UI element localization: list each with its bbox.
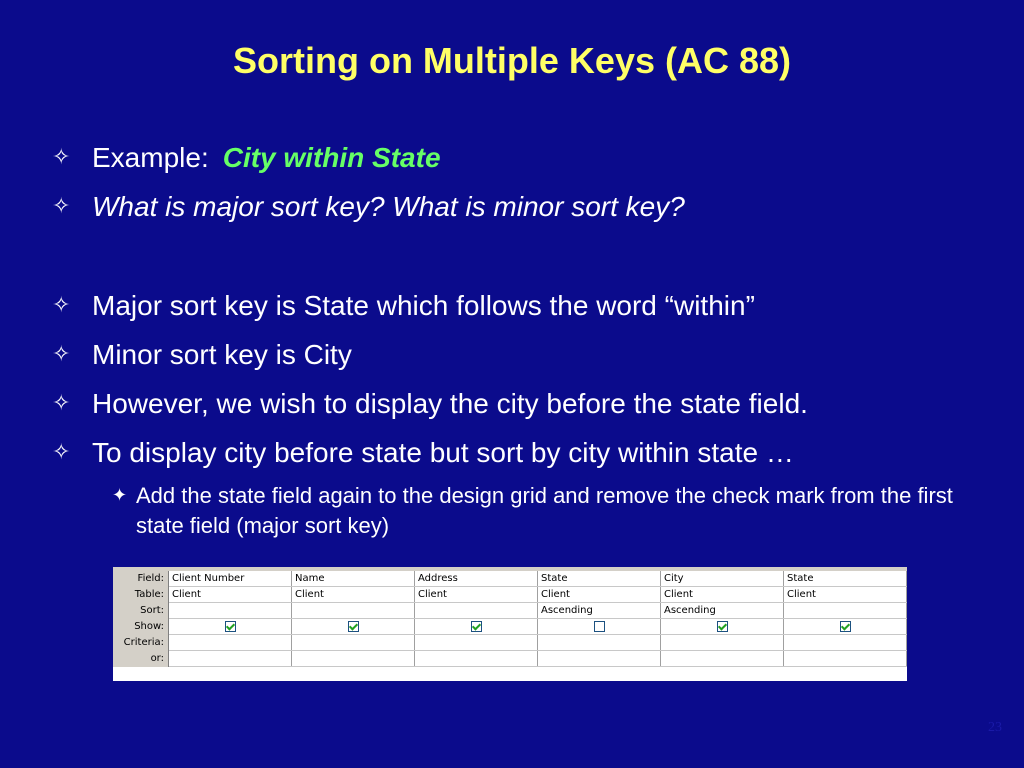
show-cell (292, 619, 415, 635)
field-cell[interactable]: Client Number (169, 571, 292, 587)
star-bullet-icon: ✧ (52, 342, 71, 367)
or-cell[interactable] (415, 651, 538, 667)
sort-cell[interactable] (784, 603, 907, 619)
or-cell[interactable] (784, 651, 907, 667)
criteria-cell[interactable] (538, 635, 661, 651)
row-label-sort: Sort: (113, 603, 169, 619)
grid-row-field (113, 571, 907, 587)
grid-row-table (113, 587, 907, 603)
bullet-display-order-text: However, we wish to display the city before the state field. (92, 388, 808, 419)
field-cell[interactable]: City (661, 571, 784, 587)
row-label-field: Field: (113, 571, 169, 587)
grid-row-criteria (113, 635, 907, 651)
grid-row-or (113, 651, 907, 667)
row-label-table: Table: (113, 587, 169, 603)
bullet-question-text: What is major sort key? What is minor sort key? (92, 191, 685, 222)
show-cell (784, 619, 907, 635)
bullet-major-key-text: Major sort key is State which follows the word “within” (92, 290, 755, 321)
bullet-example (52, 133, 1002, 182)
bullet-to-display (52, 428, 1002, 477)
field-cell[interactable]: State (538, 571, 661, 587)
bullet-major-key (52, 281, 1002, 330)
or-cell[interactable] (538, 651, 661, 667)
sub-bullet-add-state-text: Add the state field again to the design grid and remove the check mark from the first state field (major sort key) (136, 483, 953, 538)
row-label-show: Show: (113, 619, 169, 635)
star-bullet-icon: ✧ (52, 391, 71, 416)
page-number: 23 (988, 720, 1002, 735)
or-cell[interactable] (292, 651, 415, 667)
star-bullet-icon: ✧ (52, 145, 71, 170)
sort-cell[interactable]: Ascending (538, 603, 661, 619)
criteria-cell[interactable] (661, 635, 784, 651)
show-checkbox[interactable] (594, 621, 605, 632)
grid-row-sort (113, 603, 907, 619)
field-cell[interactable]: Name (292, 571, 415, 587)
show-checkbox[interactable] (348, 621, 359, 632)
bullet-minor-key (52, 330, 1002, 379)
criteria-cell[interactable] (415, 635, 538, 651)
bullet-question (52, 182, 1002, 231)
field-cell[interactable]: State (784, 571, 907, 587)
star-bullet-icon: ✧ (52, 440, 71, 465)
criteria-cell[interactable] (292, 635, 415, 651)
sort-cell[interactable] (169, 603, 292, 619)
bullet-to-display-text: To display city before state but sort by city within state … (92, 437, 794, 468)
table-cell[interactable]: Client (169, 587, 292, 603)
show-cell (538, 619, 661, 635)
bullet-minor-key-text: Minor sort key is City (92, 339, 352, 370)
show-cell (415, 619, 538, 635)
slide-title: Sorting on Multiple Keys (AC 88) (232, 40, 792, 81)
sort-cell[interactable]: Ascending (661, 603, 784, 619)
show-cell (169, 619, 292, 635)
sort-cell[interactable] (415, 603, 538, 619)
or-cell[interactable] (661, 651, 784, 667)
row-label-or: or: (113, 651, 169, 667)
show-checkbox[interactable] (471, 621, 482, 632)
show-cell (661, 619, 784, 635)
or-cell[interactable] (169, 651, 292, 667)
table-cell[interactable]: Client (784, 587, 907, 603)
table-cell[interactable]: Client (661, 587, 784, 603)
bullet-example-highlight: City within State (222, 142, 441, 173)
bullet-example-label: Example: (92, 142, 209, 173)
table-cell[interactable]: Client (538, 587, 661, 603)
field-cell[interactable]: Address (415, 571, 538, 587)
table-cell[interactable]: Client (292, 587, 415, 603)
grid-row-show (113, 619, 907, 635)
table-cell[interactable]: Client (415, 587, 538, 603)
query-design-grid (113, 567, 907, 681)
star-bullet-icon: ✧ (52, 194, 71, 219)
criteria-cell[interactable] (784, 635, 907, 651)
show-checkbox[interactable] (225, 621, 236, 632)
bullet-display-order (52, 379, 1002, 428)
show-checkbox[interactable] (840, 621, 851, 632)
cross-bullet-icon: ✦ (112, 485, 128, 506)
criteria-cell[interactable] (169, 635, 292, 651)
star-bullet-icon: ✧ (52, 293, 71, 318)
sub-bullet-add-state (112, 481, 986, 541)
row-label-criteria: Criteria: (113, 635, 169, 651)
bullet-list (52, 133, 1002, 541)
sort-cell[interactable] (292, 603, 415, 619)
show-checkbox[interactable] (717, 621, 728, 632)
